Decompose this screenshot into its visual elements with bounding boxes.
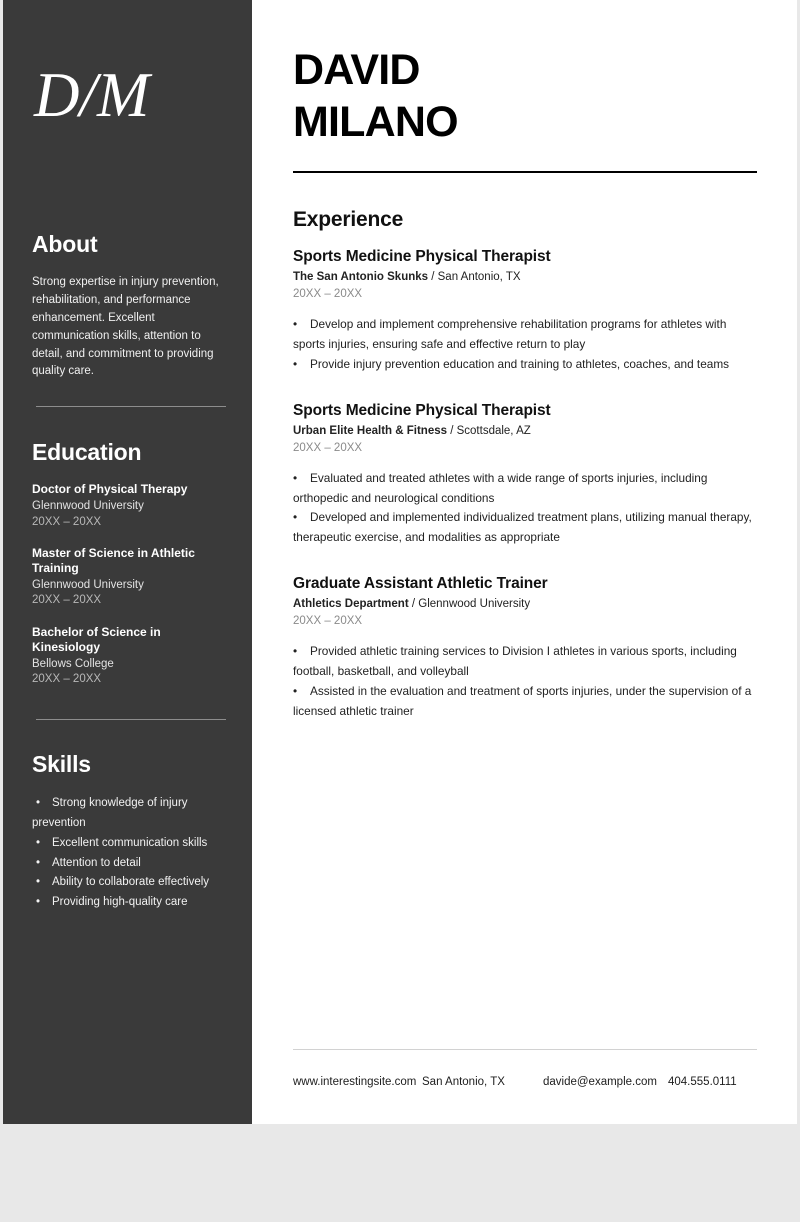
education-heading: Education (32, 439, 142, 465)
contact-phone[interactable]: 404.555.0111 (668, 1076, 737, 1088)
skills-heading: Skills (32, 751, 91, 777)
main-content (252, 0, 797, 1124)
bullet-icon: • (293, 470, 298, 485)
bullet-text: Provide injury prevention education and training to athletes, coaches, and teams (310, 356, 730, 371)
about-heading: About (32, 231, 98, 257)
job-bullets (293, 469, 757, 548)
bullet-icon: • (36, 876, 41, 889)
bullet-icon: • (36, 856, 41, 869)
list-item (32, 893, 227, 913)
job-title: Sports Medicine Physical Therapist (293, 401, 551, 419)
bullet-icon: • (36, 836, 41, 849)
bullet-text: Develop and implement comprehensive rehabilitation programs for athletes with sports injuries, ensuring safe and effective return to play (293, 317, 727, 351)
list-item (32, 794, 227, 834)
skill-text: Providing high-quality care (52, 896, 188, 909)
job-org-name: Urban Elite Health & Fitness (293, 424, 448, 437)
experience-item (293, 574, 757, 722)
list-item (293, 355, 757, 375)
job-org-separator: / (428, 271, 438, 284)
sidebar-divider-2 (36, 719, 226, 720)
contact-footer (293, 1049, 757, 1088)
list-item (293, 469, 757, 509)
job-title: Graduate Assistant Athletic Trainer (293, 575, 548, 593)
list-item (32, 854, 227, 874)
list-item (293, 682, 757, 722)
monogram-logo: D/M (34, 60, 150, 130)
education-item (32, 482, 227, 529)
skill-text: Ability to collaborate effectively (52, 876, 210, 889)
header-rule (293, 171, 757, 173)
education-item (32, 546, 227, 608)
job-organization (293, 597, 757, 612)
education-dates: 20XX – 20XX (32, 673, 102, 686)
skill-text: Strong knowledge of injury prevention (32, 797, 188, 830)
resume-page (3, 0, 797, 1124)
education-degree: Master of Science in Athletic Training (32, 546, 195, 576)
bullet-text: Assisted in the evaluation and treatment of sports injuries, under the supervision of a licensed athletic trainer (293, 683, 752, 718)
education-degree: Doctor of Physical Therapy (32, 482, 188, 497)
job-title: Sports Medicine Physical Therapist (293, 247, 551, 265)
job-bullets (293, 315, 757, 374)
list-item (293, 315, 757, 355)
job-organization (293, 270, 757, 285)
job-org-separator: / (408, 598, 419, 611)
contact-row (293, 1076, 757, 1088)
education-dates: 20XX – 20XX (32, 594, 102, 607)
bullet-icon: • (293, 317, 298, 332)
job-org-location: San Antonio, TX (437, 271, 521, 284)
education-degree: Bachelor of Science in Kinesiology (32, 624, 161, 654)
bullet-text: Provided athletic training services to Division I athletes in various sports, including football, basketball, and volleyball (293, 644, 737, 679)
job-bullets (293, 642, 757, 721)
name-line-1: DAVID (293, 46, 420, 94)
job-dates: 20XX – 20XX (293, 441, 363, 454)
list-item (32, 834, 227, 854)
name-line-2: MILANO (293, 98, 458, 147)
skills-section (32, 752, 227, 913)
bullet-icon: • (293, 510, 298, 525)
about-text: Strong expertise in injury prevention, rehabilitation, and performance enhancement. Excellent communication skills, attention to detail, and commitment to providing quality care. (32, 276, 219, 378)
education-section (32, 440, 227, 687)
bullet-icon: • (293, 683, 298, 698)
bullet-text: Evaluated and treated athletes with a wide range of sports injuries, including orthopedic and neurological conditions (293, 470, 708, 505)
bullet-icon: • (293, 356, 298, 371)
bullet-icon: • (36, 797, 41, 810)
contact-city: San Antonio, TX (422, 1076, 505, 1088)
education-dates: 20XX – 20XX (32, 515, 102, 528)
education-school: Bellows College (32, 657, 114, 670)
skill-text: Excellent communication skills (52, 836, 208, 849)
bullet-icon: • (293, 644, 298, 659)
job-dates: 20XX – 20XX (293, 288, 363, 301)
sidebar-divider-1 (36, 406, 226, 407)
experience-item (293, 247, 757, 375)
contact-email[interactable]: davide@example.com (543, 1076, 657, 1088)
footer-rule (293, 1049, 757, 1050)
experience-item (293, 401, 757, 549)
education-item (32, 625, 227, 687)
about-section (32, 232, 227, 381)
job-org-name: Athletics Department (293, 598, 409, 611)
list-item (293, 642, 757, 682)
experience-heading: Experience (293, 207, 404, 231)
education-school: Glennwood University (32, 500, 144, 513)
list-item (293, 508, 757, 548)
job-organization (293, 424, 757, 439)
job-org-separator: / (447, 424, 457, 437)
bullet-text: Developed and implemented individualized treatment plans, utilizing manual therapy, therapeutic exercise, and modalities as appropriate (293, 510, 752, 545)
skill-text: Attention to detail (52, 856, 141, 869)
job-org-location: Glennwood University (418, 598, 531, 611)
bullet-icon: • (36, 896, 41, 909)
education-school: Glennwood University (32, 579, 144, 592)
job-org-name: The San Antonio Skunks (293, 271, 429, 284)
candidate-name (293, 44, 757, 149)
contact-website[interactable]: www.interestingsite.com (293, 1076, 417, 1088)
list-item (32, 873, 227, 893)
job-org-location: Scottsdale, AZ (456, 424, 531, 437)
job-dates: 20XX – 20XX (293, 615, 363, 628)
skills-list (32, 794, 227, 913)
sidebar (3, 0, 252, 1124)
